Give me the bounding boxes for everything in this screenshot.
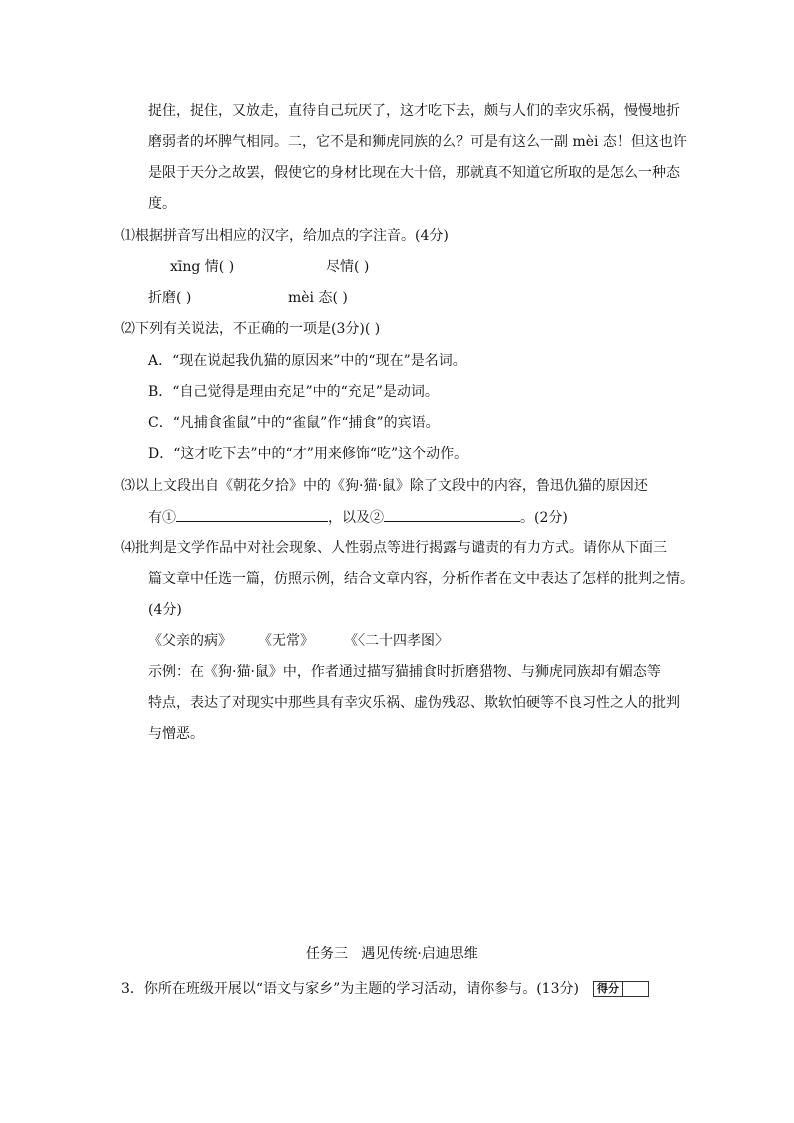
passage-line-3: 是限于天分之故罢，假使它的身材比现在大十倍，那就真不知道它所取的是怎么一种态 [148, 165, 680, 181]
question-4-line-1: ⑷批判是文学作品中对社会现象、人性弱点等进行揭露与谴责的有力方式。请你从下面三 [121, 540, 667, 556]
score-field[interactable] [623, 982, 648, 996]
question-2-option-d: D．“这才吃下去”中的“才”用来修饰“吃”这个动作。 [148, 446, 469, 462]
question-2-option-a: A．“现在说起我仇猫的原因来”中的“现在”是名词。 [148, 353, 467, 369]
question-1-stem: ⑴根据拼音写出相应的汉字，给加点的字注音。(4分) [121, 228, 449, 244]
passage-line-1: 捉住，捉住，又放走，直待自己玩厌了，这才吃下去，颇与人们的幸灾乐祸，慢慢地折 [148, 103, 680, 119]
example-line-1: 示例：在《狗·猫·鼠》中，作者通过描写猫捕食时折磨猎物、与狮虎同族却有媚态等 [148, 664, 661, 680]
score-box [593, 981, 649, 997]
work-title-2: 《无常》 [258, 633, 314, 649]
example-line-3: 与憎恶。 [148, 726, 204, 742]
question-1-item-meitai: mèi 态( ) [288, 290, 348, 306]
question-3-main-stem: 3．你所在班级开展以“语文与家乡”为主题的学习活动，请你参与。(13分) [121, 981, 579, 997]
example-line-2: 特点，表达了对现实中那些具有幸灾乐祸、虚伪残忍、欺软怕硬等不良习性之人的批判 [148, 695, 680, 711]
work-title-1: 《父亲的病》 [148, 633, 232, 649]
question-3-score: 。(2分) [520, 510, 568, 526]
question-2-option-c: C．“凡捕食雀鼠”中的“雀鼠”作“捕食”的宾语。 [148, 415, 440, 431]
question-4-line-2: 篇文章中任选一篇，仿照示例，结合文章内容，分析作者在文中表达了怎样的批判之情。 [148, 571, 694, 587]
question-1-item-jinqing: 尽情( ) [326, 259, 370, 275]
question-2-stem: ⑵下列有关说法，不正确的一项是(3分)( ) [121, 321, 381, 337]
passage-line-2: 磨弱者的坏脾气相同。二，它不是和狮虎同族的么？可是有这么一副 mèi 态！但这也许 [148, 134, 687, 150]
passage-line-4: 度。 [148, 196, 176, 212]
score-label: 得分 [594, 982, 623, 996]
question-2-option-b: B．“自己觉得是理由充足”中的“充足”是动词。 [148, 384, 439, 400]
answer-blank-1[interactable] [176, 507, 328, 522]
question-4-score: (4分) [148, 602, 182, 618]
question-1-item-zhemo: 折磨( ) [148, 290, 192, 306]
question-3-label-1: 有① [148, 510, 176, 526]
work-title-3: 《〈二十四孝图〉 [344, 633, 449, 649]
question-3-label-2: ，以及② [328, 510, 384, 526]
task-3-heading: 任务三 遇见传统·启迪思维 [306, 946, 478, 962]
answer-blank-2[interactable] [384, 507, 520, 522]
question-3-stem: ⑶以上文段出自《朝花夕拾》中的《狗·猫·鼠》除了文段中的内容，鲁迅仇猫的原因还 [121, 478, 648, 494]
question-1-item-xing: xīng 情( ) [170, 259, 235, 275]
question-3-answer-line [148, 507, 568, 528]
